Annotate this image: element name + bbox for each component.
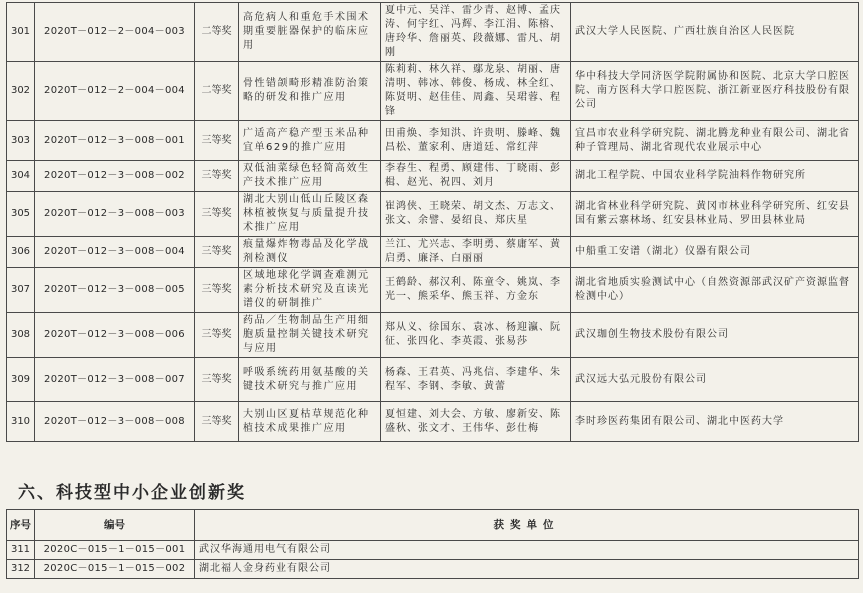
- award-code: 2020T－012－3－008－002: [35, 161, 195, 192]
- header-award-unit: 获奖单位: [195, 510, 859, 541]
- sme-table-body: [7, 541, 859, 579]
- award-code: 2020T－012－3－008－005: [35, 268, 195, 313]
- award-persons: 夏中元、吴洋、雷少青、赵博、孟庆涛、何宇红、冯辉、李江涓、陈榕、唐玲华、詹丽英、段薇娜、雷凡、胡刚: [381, 3, 571, 62]
- sme-code: 2020C－015－1－015－002: [35, 560, 195, 579]
- award-units: 李时珍医药集团有限公司、湖北中医药大学: [571, 402, 859, 442]
- header-code: 编号: [35, 510, 195, 541]
- award-persons: 田甫焕、李知洪、许贵明、滕峰、魏昌松、董家利、唐道廷、常红萍: [381, 121, 571, 161]
- award-persons: 崔鸿侠、王晓荣、胡文杰、万志文、张文、余譬、晏绍良、郑庆星: [381, 192, 571, 237]
- award-units: 湖北工程学院、中国农业科学院油料作物研究所: [571, 161, 859, 192]
- award-persons: 陈莉莉、林久祥、鄢龙泉、胡丽、唐清明、韩冰、韩俊、杨成、林全红、陈贤明、赵佳佳、周鑫、吴珺蓉、程锋: [381, 62, 571, 121]
- award-serial-number: 310: [7, 402, 35, 442]
- sme-row: [7, 541, 859, 560]
- award-grade: 二等奖: [195, 3, 239, 62]
- award-units: 武汉珈创生物技术股份有限公司: [571, 313, 859, 358]
- award-serial-number: 309: [7, 358, 35, 402]
- award-row: [7, 313, 859, 358]
- award-row: [7, 237, 859, 268]
- project-title: 痕量爆炸物毒品及化学战剂检测仪: [239, 237, 381, 268]
- award-units: 宜昌市农业科学研究院、湖北腾龙种业有限公司、湖北省种子管理局、湖北省现代农业展示中心: [571, 121, 859, 161]
- award-row: [7, 402, 859, 442]
- project-title: 高危病人和重危手术围术期重要脏器保护的临床应用: [239, 3, 381, 62]
- sme-award-table: [6, 509, 859, 579]
- award-grade: 二等奖: [195, 62, 239, 121]
- award-code: 2020T－012－2－004－003: [35, 3, 195, 62]
- project-title: 广适高产稳产型玉米品种宜单629的推广应用: [239, 121, 381, 161]
- award-row: [7, 62, 859, 121]
- sme-unit-name: 武汉华海通用电气有限公司: [195, 541, 859, 560]
- award-units: 华中科技大学同济医学院附属协和医院、北京大学口腔医院、南方医科大学口腔医院、浙江新亚医疗科技股份有限公司: [571, 62, 859, 121]
- award-code: 2020T－012－3－008－004: [35, 237, 195, 268]
- project-title: 大别山区夏枯草规范化种植技术成果推广应用: [239, 402, 381, 442]
- award-persons: 郑从义、徐国东、袁冰、杨迎瀛、阮征、张四化、李英霞、张易莎: [381, 313, 571, 358]
- project-title: 区域地球化学调查难测元素分析技术研究及直读光谱仪的研制推广: [239, 268, 381, 313]
- award-persons: 王鹤龄、郝汉利、陈童令、姚岚、李光一、熊采华、熊玉祥、方金东: [381, 268, 571, 313]
- award-persons: 杨森、王君英、冯兆信、李建华、朱程军、李钢、李敏、黄蕾: [381, 358, 571, 402]
- award-units: 湖北省地质实验测试中心（自然资源部武汉矿产资源监督检测中心）: [571, 268, 859, 313]
- award-units: 武汉远大弘元股份有限公司: [571, 358, 859, 402]
- award-code: 2020T－012－3－008－006: [35, 313, 195, 358]
- sme-serial-number: 312: [7, 560, 35, 579]
- award-code: 2020T－012－3－008－003: [35, 192, 195, 237]
- award-grade: 三等奖: [195, 358, 239, 402]
- award-serial-number: 304: [7, 161, 35, 192]
- award-row: [7, 161, 859, 192]
- sme-code: 2020C－015－1－015－001: [35, 541, 195, 560]
- award-grade: 三等奖: [195, 161, 239, 192]
- sme-row: [7, 560, 859, 579]
- award-grade: 三等奖: [195, 313, 239, 358]
- project-title: 药品／生物制品生产用细胞质量控制关键技术研究与应用: [239, 313, 381, 358]
- project-title: 呼吸系统药用氨基酸的关键技术研究与推广应用: [239, 358, 381, 402]
- award-persons: 兰江、尤兴志、李明勇、蔡庸军、黄启勇、廉泽、白丽丽: [381, 237, 571, 268]
- award-serial-number: 306: [7, 237, 35, 268]
- award-grade: 三等奖: [195, 402, 239, 442]
- award-units: 湖北省林业科学研究院、黄冈市林业科学研究所、红安县国有紫云寨林场、红安县林业局、罗田县林业局: [571, 192, 859, 237]
- award-units: 武汉大学人民医院、广西壮族自治区人民医院: [571, 3, 859, 62]
- award-serial-number: 302: [7, 62, 35, 121]
- award-table-body: [7, 3, 859, 442]
- award-persons: 李春生、程勇、顾建伟、丁晓雨、彭楫、赵光、祝四、刘月: [381, 161, 571, 192]
- project-title: 骨性错颌畸形精准防治策略的研发和推广应用: [239, 62, 381, 121]
- award-code: 2020T－012－3－008－008: [35, 402, 195, 442]
- sme-header-row: [7, 510, 859, 541]
- sme-serial-number: 311: [7, 541, 35, 560]
- project-title: 双低油菜绿色轻简高效生产技术推广应用: [239, 161, 381, 192]
- award-row: [7, 268, 859, 313]
- award-row: [7, 121, 859, 161]
- award-code: 2020T－012－2－004－004: [35, 62, 195, 121]
- award-serial-number: 308: [7, 313, 35, 358]
- award-persons: 夏恒建、刘大会、方敏、廖新安、陈盛秋、张文才、王伟华、彭仕梅: [381, 402, 571, 442]
- award-grade: 三等奖: [195, 192, 239, 237]
- award-row: [7, 192, 859, 237]
- award-serial-number: 307: [7, 268, 35, 313]
- award-grade: 三等奖: [195, 237, 239, 268]
- award-row: [7, 358, 859, 402]
- award-serial-number: 301: [7, 3, 35, 62]
- award-row: [7, 3, 859, 62]
- project-title: 湖北大别山低山丘陵区森林植被恢复与质量提升技术推广应用: [239, 192, 381, 237]
- section-heading: 六、科技型中小企业创新奖: [18, 483, 246, 503]
- award-code: 2020T－012－3－008－001: [35, 121, 195, 161]
- award-grade: 三等奖: [195, 268, 239, 313]
- award-grade: 三等奖: [195, 121, 239, 161]
- award-serial-number: 303: [7, 121, 35, 161]
- award-serial-number: 305: [7, 192, 35, 237]
- header-serial-number: 序号: [7, 510, 35, 541]
- sme-unit-name: 湖北福人金身药业有限公司: [195, 560, 859, 579]
- award-units: 中船重工安谱（湖北）仪器有限公司: [571, 237, 859, 268]
- award-table: [6, 2, 859, 442]
- award-code: 2020T－012－3－008－007: [35, 358, 195, 402]
